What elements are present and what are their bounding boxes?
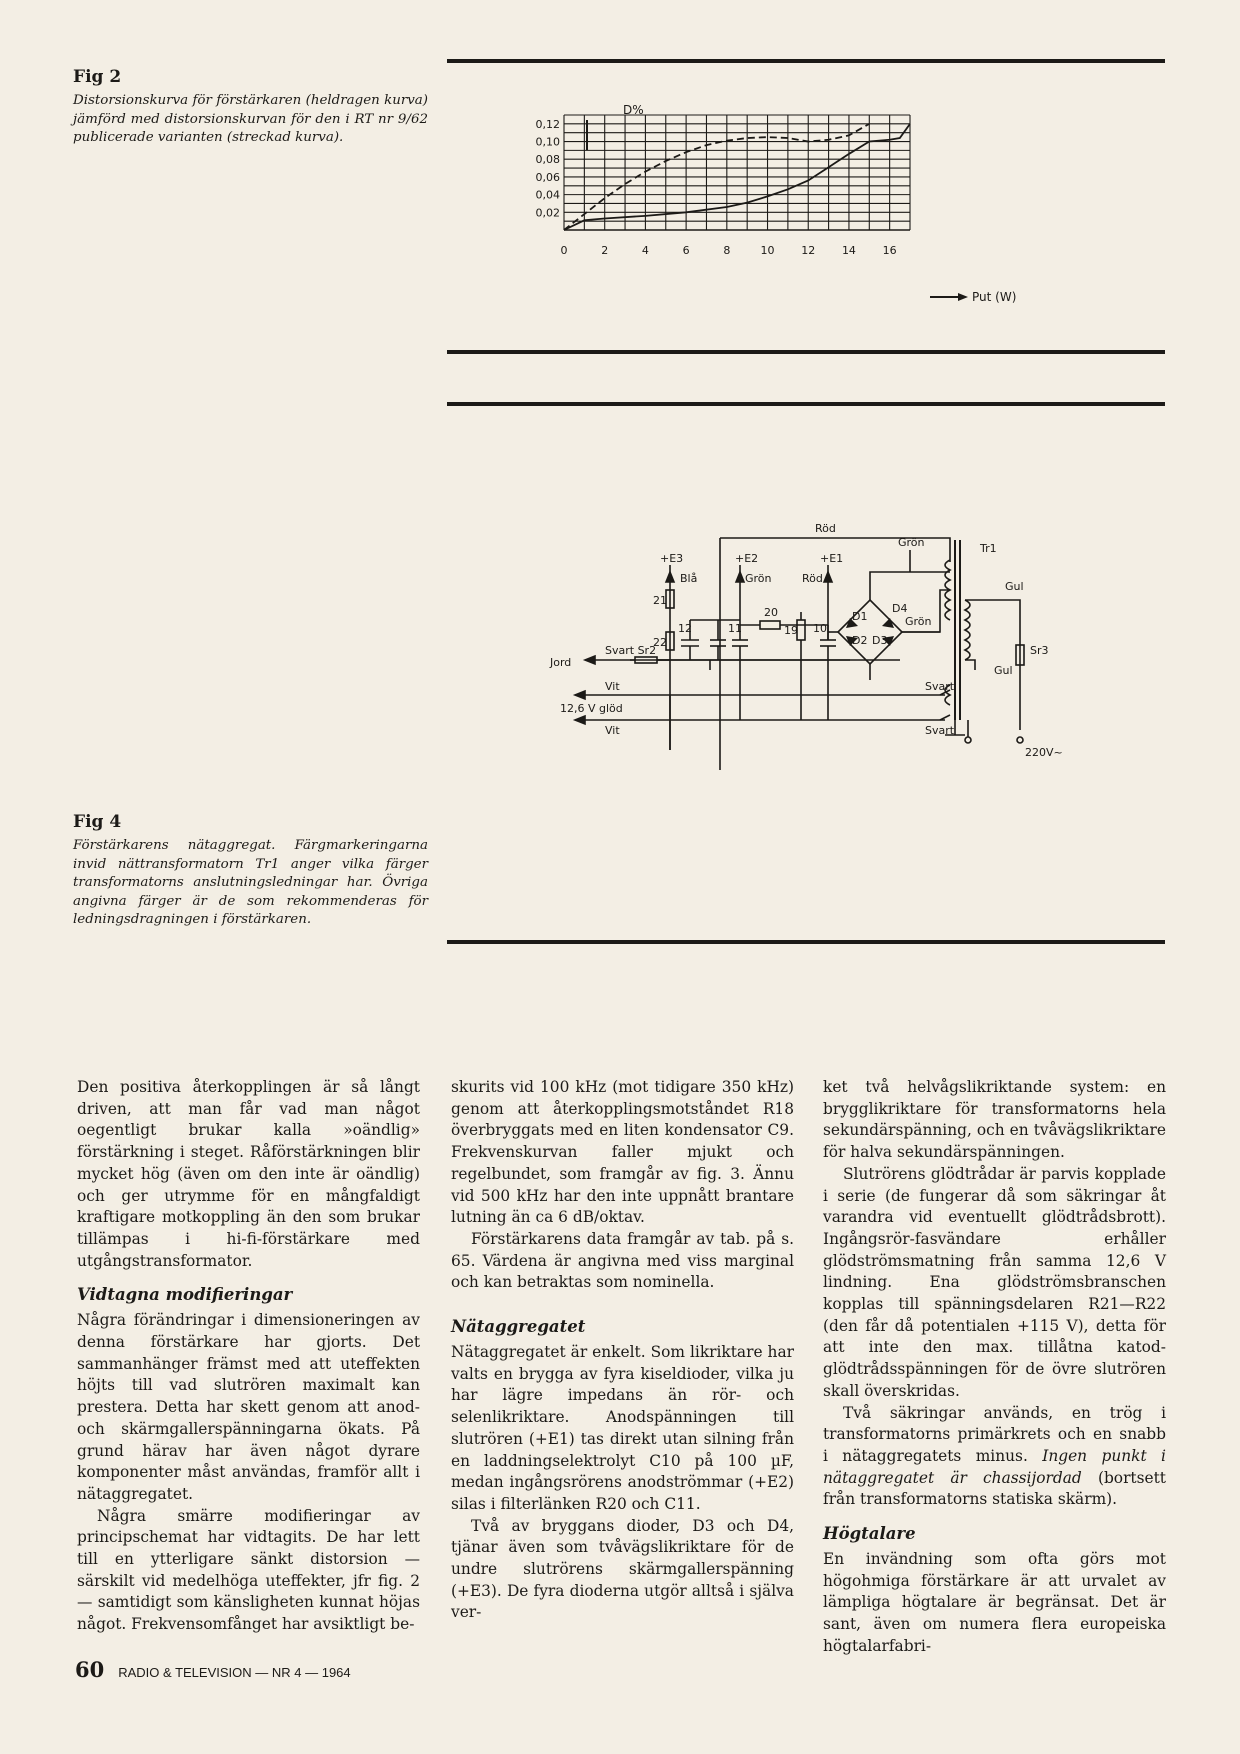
x-axis-arrow-head <box>958 293 968 301</box>
label-gul1: Gul <box>1005 580 1024 593</box>
label-bla: Blå <box>680 572 698 585</box>
label-d2: D2 <box>852 634 868 647</box>
label-svart2: Svart <box>925 724 955 737</box>
col1-paragraph-2: Några förändringar i dimensioneringen av denna förstärkare har gjorts. Det sammanhänger främst med att uteffekten höjts till vad slutrören maximalt kan prestera. Detta har skett genom att anod- och skärmgallerspänningarna ökats. På grund härav har även något dyrare komponenter måst användas, framför allt i nätaggregatet. <box>77 1311 420 1503</box>
y-tick-label: 0,12 <box>535 117 560 131</box>
chart-ylabel: D% <box>623 103 644 117</box>
column-3 <box>823 1077 1166 1658</box>
label-r20: 20 <box>764 606 778 619</box>
col3-heading-speakers: Högtalare <box>823 1524 916 1544</box>
x-tick-label: 2 <box>601 244 609 257</box>
fig4-label: Fig 4 <box>73 812 122 832</box>
label-rod2: Röd <box>802 572 823 585</box>
label-tr1: Tr1 <box>980 542 997 555</box>
label-gron-right: Grön <box>905 615 932 628</box>
label-jord: Jord <box>550 656 572 669</box>
col3-p3-part-a: Två säkringar används, en trög i transformatorns primärkrets och en snabb i nätaggregatets minus. <box>823 1403 1166 1465</box>
col1-paragraph-3: Några smärre modifieringar av principschemat har vidtagits. De har lett till en ytterligare sänkt distorsion — särskilt vid medelhöga uteffekter, jfr fig. 2 — samtidigt som känsligheten kunnat höjas något. Frekvensomfånget har avsiktligt be- <box>77 1506 420 1634</box>
label-svart1: Svart <box>925 680 955 693</box>
x-tick-label: 10 <box>760 244 775 257</box>
fig2-label: Fig 2 <box>73 67 122 87</box>
label-vit2: Vit <box>605 724 620 737</box>
col3-paragraph-2: Slutrörens glödtrådar är parvis kopplade i serie (de fungerar då som säkringar åt varandra vid eventuellt glödtrådsbrott). Ingångsrör-fasvändare erhåller glödströmsmatning från samma 12,6 V lindning. Ena glödströmsbranschen kopplas till spänningsdelaren R21—R22 (den får då potentialen +115 V), detta för att inte den max. tillåtna katod-glödtrådsspänningen för de övre slutrören skall överskridas. <box>823 1164 1166 1400</box>
x-tick-label: 6 <box>682 244 690 257</box>
label-rod-top: Röd <box>815 522 836 535</box>
x-tick-label: 14 <box>841 244 856 257</box>
col1-heading-modifications: Vidtagna modifieringar <box>77 1285 293 1305</box>
col2-paragraph-4: Två av bryggans dioder, D3 och D4, tjänar även som tvåvägslikriktare för de undre slutrörens skärmgallerspänning (+E3). De fyra dioderna utgör alltså i själva ver- <box>451 1516 794 1622</box>
col3-p3-part-c: (bortsett från transformatorns statiska skärm). <box>823 1468 1166 1509</box>
label-mains: 220V~ <box>1025 746 1063 759</box>
fig2-caption: Distorsionskurva för förstärkaren (heldragen kurva) jämförd med distorsionskurvan för den i RT nr 9/62 publicerade varianten (streckad kurva). <box>73 93 428 146</box>
col3-p3-emphasis: Ingen punkt i nätaggregatet är chassijordad <box>823 1446 1166 1487</box>
footer-publication: RADIO & TELEVISION — NR 4 — 1964 <box>118 1665 351 1680</box>
y-tick-label: 0,08 <box>535 153 560 167</box>
label-e1: +E1 <box>820 552 844 565</box>
top-rule <box>447 59 1165 63</box>
label-vit1: Vit <box>605 680 620 693</box>
chart-xlabel: Put (W) <box>972 290 1017 304</box>
label-e2: +E2 <box>735 552 759 565</box>
power-supply-schematic <box>550 520 1085 820</box>
col3-paragraph-3 <box>823 1403 1166 1512</box>
y-tick-label: 0,02 <box>535 206 560 220</box>
fig2-bottom-rule <box>447 350 1165 354</box>
label-gron-top: Grön <box>898 536 925 549</box>
label-svart-sr2: Svart Sr2 <box>605 644 657 657</box>
col2-paragraph-2: Förstärkarens data framgår av tab. på s. 65. Värdena är angivna med viss marginal och kan betraktas som nominella. <box>451 1229 794 1292</box>
col3-paragraph-1: ket två helvågslikriktande system: en brygglikriktare för transformatorns hela sekundärspänning, och en tvåvägslikriktare för halva sekundärspänningen. <box>823 1078 1166 1162</box>
col3-paragraph-4: En invändning som ofta görs mot högohmiga förstärkare är att urvalet av lämpliga högtalare är begränsat. Det är sant, även om numera flera europeiska högtalarfabri- <box>823 1550 1166 1655</box>
label-d4: D4 <box>892 602 908 615</box>
y-tick-label: 0,10 <box>535 135 560 149</box>
x-tick-label: 16 <box>882 244 897 257</box>
col1-paragraph-1: Den positiva återkopplingen är så långt driven, att man får vad man något oegentligt brukar kalla »oändlig» förstärkning i steget. Råförstärkningen blir mycket hög (även om den inte är oändlig) och ger utrymme för en mångfaldigt kraftigare motkoppling än den som brukar tillämpas i hi-fi-förstärkare med utgångstransformator. <box>77 1078 420 1270</box>
distortion-chart <box>535 100 1040 315</box>
column-1 <box>77 1077 420 1636</box>
chart-ticks <box>536 118 897 257</box>
chart-grid <box>564 115 910 230</box>
col2-paragraph-1: skurits vid 100 kHz (mot tidigare 350 kHz) genom att återkopplingsmotståndet R18 överbryggats med en liten kondensator C9. Frekvenskurvan faller mjukt och regelbundet, som framgår av fig. 3. Ännu vid 500 kHz har den inte uppnått brantare lutning än ca 6 dB/oktav. <box>451 1078 794 1227</box>
label-r22: 22 <box>653 636 667 649</box>
y-tick-label: 0,06 <box>535 170 560 184</box>
fig4-caption: Förstärkarens nätaggregat. Färgmarkeringarna invid nättransformatorn Tr1 anger vilka färger transformatorns anslutningsledningar har. Övriga angivna färger är de som rekommenderas för ledningsdragningen i förstärkaren. <box>73 838 428 928</box>
page-number: 60 <box>75 1657 105 1682</box>
label-d1: D1 <box>852 610 868 623</box>
x-tick-label: 12 <box>801 244 816 257</box>
label-glod: 12,6 V glöd <box>560 702 623 715</box>
page-footer <box>75 1657 351 1682</box>
fig4-bottom-rule <box>447 940 1165 944</box>
label-r21: 21 <box>653 594 667 607</box>
col2-heading-power-supply: Nätaggregatet <box>451 1317 586 1337</box>
x-tick-label: 0 <box>560 244 568 257</box>
x-tick-label: 4 <box>641 244 649 257</box>
label-c10: 10 <box>813 622 827 635</box>
label-gron1: Grön <box>745 572 772 585</box>
label-sr3: Sr3 <box>1030 644 1049 657</box>
label-r19: 19 <box>784 624 798 637</box>
fig4-top-rule <box>447 402 1165 406</box>
label-gul2: Gul <box>994 664 1013 677</box>
label-d3: D3 <box>872 634 888 647</box>
x-tick-label: 8 <box>723 244 731 257</box>
label-e3: +E3 <box>660 552 684 565</box>
column-2 <box>451 1077 794 1624</box>
y-tick-label: 0,04 <box>535 188 560 202</box>
label-c11: 11 <box>728 622 742 635</box>
label-c12: 12 <box>678 622 692 635</box>
col2-paragraph-3: Nätaggregatet är enkelt. Som likriktare har valts en brygga av fyra kiseldioder, vilka ju har lägre impedans än rör- och selenlikriktare. Anodspänningen till slutrören (+E1) tas direkt utan silning från en laddningselektrolyt C10 på 100 µF, medan ingångsrörens anodströmmar (+E2) silas i filterlänken R20 och C11. <box>451 1343 794 1513</box>
